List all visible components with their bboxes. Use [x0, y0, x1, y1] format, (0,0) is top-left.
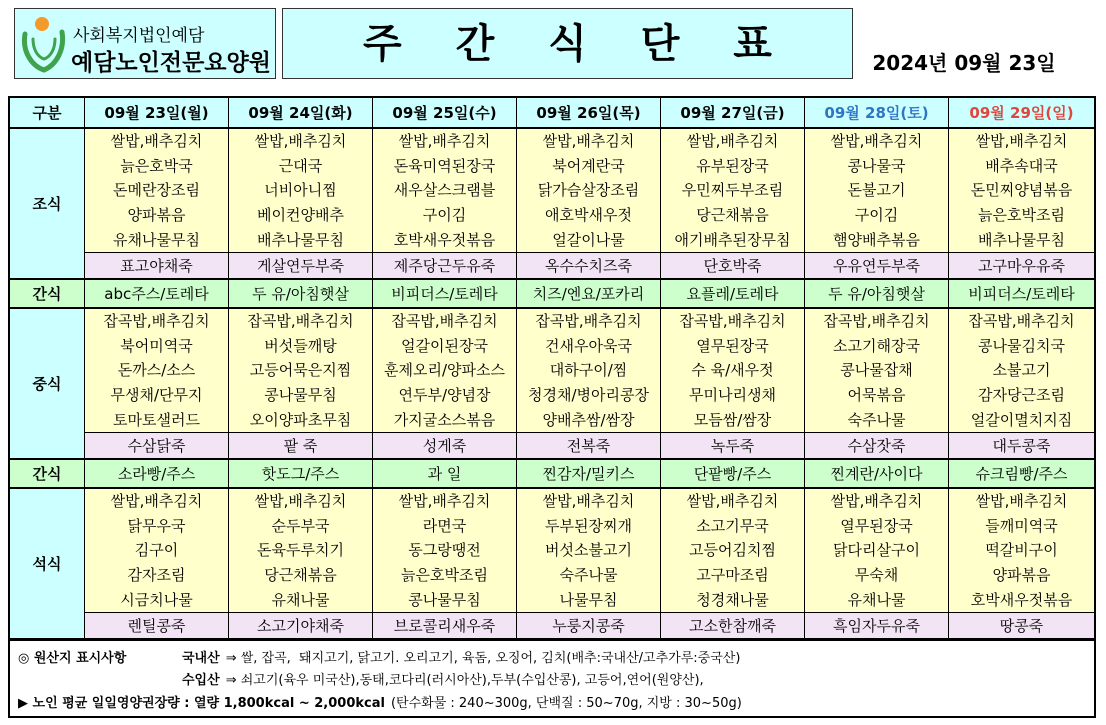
menu-item: 당근채볶음 — [696, 206, 769, 225]
porridge-item: 땅콩죽 — [949, 613, 1094, 639]
snack-item: 요플레/토레타 — [661, 279, 805, 308]
menu-item: 돈육두루치기 — [257, 541, 344, 560]
nutrition-text: (탄수화물 : 240~300g, 단백질 : 50~70g, 지방 : 30~50g) — [390, 696, 742, 711]
snack-item: 핫도그/주스 — [229, 459, 373, 488]
day-menu-list — [949, 308, 1094, 433]
day-header: 09월 25일(수) — [373, 98, 517, 128]
menu-item: 쌀밥,배추김치 — [975, 132, 1068, 151]
menu-item: 소불고기 — [992, 361, 1051, 380]
menu-item: 애호박새우젓 — [545, 206, 632, 225]
porridge-item: 성게죽 — [373, 433, 517, 459]
footer-notes — [8, 639, 1096, 718]
menu-item: 유부된장국 — [696, 156, 769, 175]
snack-item: 두 유/아침햇살 — [805, 279, 949, 308]
porridge-item: 소고기야채죽 — [229, 613, 373, 639]
menu-item: 늙은호박조림 — [978, 206, 1065, 225]
meal-section-label: 중식 — [10, 308, 85, 459]
menu-item: 쌀밥,배추김치 — [398, 492, 491, 511]
day-menu-list — [229, 128, 373, 253]
menu-item: 북어계란국 — [552, 156, 625, 175]
domestic-origin-line — [182, 650, 740, 667]
menu-item: 연두부/양념장 — [398, 386, 491, 405]
menu-item: 쌀밥,배추김치 — [542, 492, 635, 511]
menu-item: 닭가슴살장조림 — [537, 181, 640, 200]
porridge-item: 누룽지콩죽 — [517, 613, 661, 639]
menu-item: 시금치나물 — [120, 590, 193, 609]
porridge-item: 고소한참깨죽 — [661, 613, 805, 639]
menu-item: 돈불고기 — [847, 181, 906, 200]
snack-item: 찐계란/사이다 — [805, 459, 949, 488]
menu-item: 쌀밥,배추김치 — [542, 132, 635, 151]
day-header: 09월 28일(토) — [805, 98, 949, 128]
menu-item: 고등어묵은지찜 — [249, 361, 352, 380]
porridge-item: 브로콜리새우죽 — [373, 613, 517, 639]
menu-item: 잡곡밥,배추김치 — [823, 312, 930, 331]
nutrition-line — [18, 695, 742, 712]
menu-item: 쌀밥,배추김치 — [686, 492, 779, 511]
imported-text: ⇒ 쇠고기(육우 미국산),동태,코다리(러시아산),두부(수입산콩), 고등어,연어(원양산), — [225, 673, 704, 688]
menu-item: 청경채/병아리콩장 — [528, 386, 649, 405]
menu-item: 유채나물 — [271, 590, 330, 609]
menu-item: 호박새우젓볶음 — [970, 590, 1073, 609]
menu-item: 무생채/단무지 — [110, 386, 203, 405]
menu-item: 당근채볶음 — [264, 566, 337, 585]
origin-label: ◎ 원산지 표시사항 — [18, 651, 127, 666]
menu-item: 쌀밥,배추김치 — [110, 492, 203, 511]
menu-item: 쌀밥,배추김치 — [398, 132, 491, 151]
menu-item: 돈까스/소스 — [117, 361, 196, 380]
menu-item: 잡곡밥,배추김치 — [391, 312, 498, 331]
day-menu-list — [805, 308, 949, 433]
day-menu-list — [517, 488, 661, 613]
menu-item: 쌀밥,배추김치 — [110, 132, 203, 151]
menu-item: 소고기무국 — [696, 516, 769, 535]
menu-item: 닭무우국 — [127, 516, 186, 535]
menu-item: 나물무침 — [559, 590, 618, 609]
menu-item: 감자당근조림 — [978, 386, 1065, 405]
porridge-item: 녹두죽 — [661, 433, 805, 459]
porridge-item: 제주당근두유죽 — [373, 253, 517, 279]
menu-item: 콩나물국 — [847, 156, 906, 175]
porridge-item: 단호박죽 — [661, 253, 805, 279]
day-header: 09월 24일(화) — [229, 98, 373, 128]
menu-item: 고구마조림 — [696, 566, 769, 585]
menu-item: 쌀밥,배추김치 — [686, 132, 779, 151]
porridge-item: 수삼잣죽 — [805, 433, 949, 459]
menu-item: 잡곡밥,배추김치 — [247, 312, 354, 331]
menu-item: 양파볶음 — [127, 206, 186, 225]
menu-item: 들깨미역국 — [985, 516, 1058, 535]
day-menu-list — [805, 488, 949, 613]
menu-item: 감자조림 — [127, 566, 186, 585]
menu-item: 얼갈이나물 — [552, 230, 625, 249]
menu-item: 북어미역국 — [120, 336, 193, 355]
porridge-item: 전복죽 — [517, 433, 661, 459]
menu-item: 청경채나물 — [696, 590, 769, 609]
day-menu-list — [661, 128, 805, 253]
snack-item: abc주스/토레타 — [85, 279, 229, 308]
day-header: 09월 23일(월) — [85, 98, 229, 128]
corner-label: 구분 — [10, 98, 85, 128]
menu-item: 양파볶음 — [992, 566, 1051, 585]
menu-item: 떡갈비구이 — [985, 541, 1058, 560]
menu-item: 유채나물 — [847, 590, 906, 609]
day-menu-list — [229, 308, 373, 433]
page-title-box — [282, 8, 853, 79]
day-menu-list — [373, 488, 517, 613]
menu-item: 너비아니찜 — [264, 181, 337, 200]
menu-item: 쌀밥,배추김치 — [975, 492, 1068, 511]
menu-item: 새우살스크램블 — [393, 181, 496, 200]
porridge-item: 옥수수치즈죽 — [517, 253, 661, 279]
menu-item: 소고기해장국 — [833, 336, 920, 355]
menu-item: 고등어김치찜 — [689, 541, 776, 560]
menu-item: 순두부국 — [271, 516, 330, 535]
meal-section-label: 석식 — [10, 488, 85, 639]
snack-item: 찐감자/밀키스 — [517, 459, 661, 488]
weekly-menu-table — [8, 96, 1096, 641]
snack-item: 단팥빵/주스 — [661, 459, 805, 488]
day-menu-list — [85, 308, 229, 433]
menu-item: 훈제오리/양파소스 — [384, 361, 505, 380]
menu-item: 얼갈이멸치지짐 — [970, 410, 1073, 429]
menu-item: 모듬쌈/쌈장 — [693, 410, 772, 429]
menu-item: 돈육미역된장국 — [393, 156, 496, 175]
menu-item: 애기배추된장무침 — [674, 230, 791, 249]
domestic-label: 국내산 — [182, 651, 220, 666]
organization-logo-box — [14, 8, 276, 79]
porridge-item: 렌틸콩죽 — [85, 613, 229, 639]
day-menu-list — [229, 488, 373, 613]
menu-item: 건새우아욱국 — [545, 336, 632, 355]
menu-item: 돈메란장조림 — [113, 181, 200, 200]
organization-subtitle: 사회복지법인예담 — [73, 26, 205, 46]
menu-item: 배추속대국 — [985, 156, 1058, 175]
menu-item: 근대국 — [278, 156, 323, 175]
menu-item: 오이양파초무침 — [249, 410, 352, 429]
snack-item: 비피더스/토레타 — [373, 279, 517, 308]
day-menu-list — [85, 128, 229, 253]
menu-item: 베이컨양배추 — [257, 206, 344, 225]
day-menu-list — [517, 128, 661, 253]
menu-item: 유채나물무침 — [113, 230, 200, 249]
menu-item: 열무된장국 — [696, 336, 769, 355]
menu-item: 구이김 — [422, 206, 467, 225]
day-header: 09월 29일(일) — [949, 98, 1094, 128]
menu-item: 동그랑땡전 — [408, 541, 481, 560]
domestic-text: ⇒ 쌀, 잡곡, 돼지고기, 닭고기. 오리고기, 육돔, 오징어, 김치(배추:국내산/고추가루:중국산) — [225, 651, 741, 666]
menu-item: 호박새우젓볶음 — [393, 230, 496, 249]
imported-origin-line — [182, 672, 704, 689]
menu-item: 돈민찌양념볶음 — [970, 181, 1073, 200]
menu-item: 콩나물무침 — [264, 386, 337, 405]
menu-item: 쌀밥,배추김치 — [830, 492, 923, 511]
snack-item: 슈크림빵/주스 — [949, 459, 1094, 488]
menu-item: 어묵볶음 — [847, 386, 906, 405]
menu-item: 쌀밥,배추김치 — [254, 492, 347, 511]
menu-item: 잡곡밥,배추김치 — [679, 312, 786, 331]
porridge-item: 팥 죽 — [229, 433, 373, 459]
menu-item: 배추나물무침 — [257, 230, 344, 249]
meal-section-label: 조식 — [10, 128, 85, 279]
menu-item: 라면국 — [422, 516, 467, 535]
menu-item: 김구이 — [134, 541, 179, 560]
porridge-item: 수삼닭죽 — [85, 433, 229, 459]
menu-item: 숙주나물 — [559, 566, 618, 585]
menu-item: 구이김 — [854, 206, 899, 225]
menu-item: 잡곡밥,배추김치 — [103, 312, 210, 331]
day-menu-list — [85, 488, 229, 613]
day-header: 09월 26일(목) — [517, 98, 661, 128]
day-menu-list — [805, 128, 949, 253]
menu-item: 얼갈이된장국 — [401, 336, 488, 355]
porridge-item: 우유연두부죽 — [805, 253, 949, 279]
menu-item: 대하구이/찜 — [549, 361, 628, 380]
menu-item: 가지굴소스볶음 — [393, 410, 496, 429]
menu-item: 버섯소불고기 — [545, 541, 632, 560]
snack-item: 과 일 — [373, 459, 517, 488]
menu-item: 무미나리생채 — [689, 386, 776, 405]
day-header: 09월 27일(금) — [661, 98, 805, 128]
menu-item: 닭다리살구이 — [833, 541, 920, 560]
snack-section-label: 간식 — [10, 279, 85, 308]
porridge-item: 대두콩죽 — [949, 433, 1094, 459]
menu-item: 양배추쌈/쌈장 — [542, 410, 635, 429]
menu-item: 토마토샐러드 — [113, 410, 200, 429]
snack-item: 비피더스/토레타 — [949, 279, 1094, 308]
menu-item: 잡곡밥,배추김치 — [968, 312, 1075, 331]
menu-date: 2024년 09월 23일 — [872, 51, 1056, 75]
menu-item: 늙은호박조림 — [401, 566, 488, 585]
snack-item: 두 유/아침햇살 — [229, 279, 373, 308]
menu-item: 잡곡밥,배추김치 — [535, 312, 642, 331]
menu-item: 콩나물무침 — [408, 590, 481, 609]
menu-item: 콩나물김치국 — [978, 336, 1065, 355]
day-menu-list — [661, 308, 805, 433]
menu-item: 무숙채 — [854, 566, 899, 585]
organization-logo-icon — [20, 14, 66, 74]
menu-item: 우민찌두부조림 — [681, 181, 784, 200]
page-title: 주 간 식 단 표 — [363, 20, 792, 67]
menu-item: 버섯들깨탕 — [264, 336, 337, 355]
nutrition-label: ▶ 노인 평균 일일영양권장량 : 열량 1,800kcal ~ 2,000kcal — [18, 696, 385, 711]
menu-item: 쌀밥,배추김치 — [830, 132, 923, 151]
snack-item: 치즈/엔요/포카리 — [517, 279, 661, 308]
menu-item: 숙주나물 — [847, 410, 906, 429]
snack-section-label: 간식 — [10, 459, 85, 488]
porridge-item: 표고야채죽 — [85, 253, 229, 279]
menu-item: 두부된장찌개 — [545, 516, 632, 535]
menu-item: 배추나물무침 — [978, 230, 1065, 249]
menu-item: 열무된장국 — [840, 516, 913, 535]
imported-label: 수입산 — [182, 673, 220, 688]
porridge-item: 흑임자두유죽 — [805, 613, 949, 639]
organization-name: 예담노인전문요양원 — [71, 50, 271, 76]
porridge-item: 고구마우유죽 — [949, 253, 1094, 279]
snack-item: 소라빵/주스 — [85, 459, 229, 488]
day-menu-list — [373, 128, 517, 253]
menu-item: 늙은호박국 — [120, 156, 193, 175]
menu-item: 쌀밥,배추김치 — [254, 132, 347, 151]
day-menu-list — [949, 128, 1094, 253]
day-menu-list — [517, 308, 661, 433]
menu-item: 콩나물잡채 — [840, 361, 913, 380]
menu-item: 햄양배추볶음 — [833, 230, 920, 249]
porridge-item: 게살연두부죽 — [229, 253, 373, 279]
day-menu-list — [661, 488, 805, 613]
day-menu-list — [373, 308, 517, 433]
day-menu-list — [949, 488, 1094, 613]
menu-item: 수 육/새우젓 — [691, 361, 774, 380]
